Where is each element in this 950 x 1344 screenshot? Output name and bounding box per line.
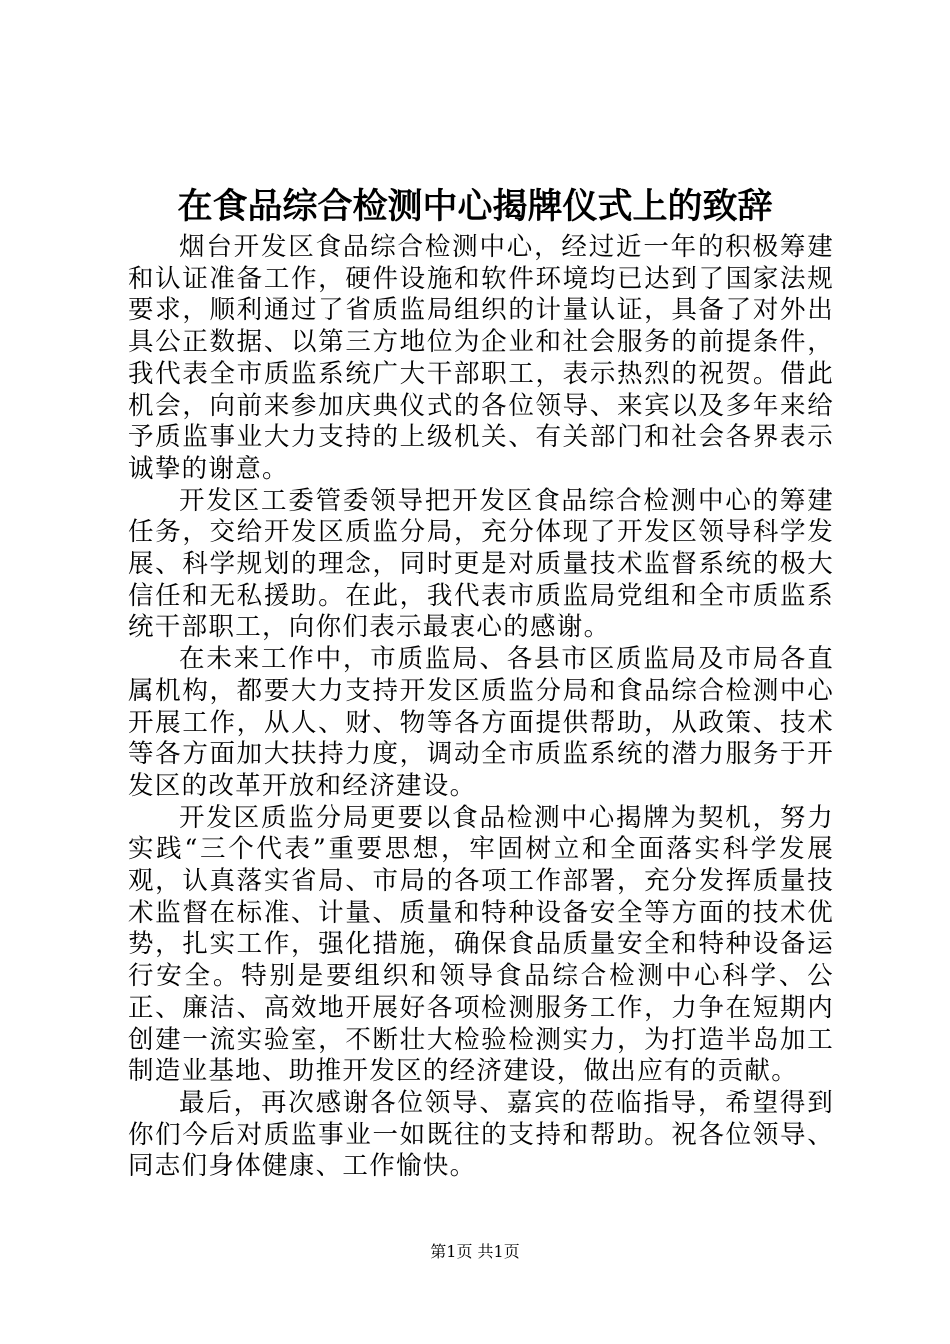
paragraph-3: 在未来工作中，市质监局、各县市区质监局及市局各直属机构，都要大力支持开发区质监分局和食品综合检测中心开展工作，从人、财、物等各方面提供帮助，从政策、技术等各方面加大扶持力度，调动全市质监系统的潜力服务于开发区的改革开放和经济建设。 xyxy=(128,644,834,801)
document-body xyxy=(128,232,834,1183)
page-footer: 第1页 共1页 xyxy=(430,1242,520,1261)
paragraph-5: 最后，再次感谢各位领导、嘉宾的莅临指导，希望得到你们今后对质监事业一如既往的支持和帮助。祝各位领导、同志们身体健康、工作愉快。 xyxy=(128,1087,834,1182)
paragraph-2: 开发区工委管委领导把开发区食品综合检测中心的筹建任务，交给开发区质监分局，充分体现了开发区领导科学发展、科学规划的理念，同时更是对质量技术监督系统的极大信任和无私援助。在此，我代表市质监局党组和全市质监系统干部职工，向你们表示最衷心的感谢。 xyxy=(128,485,834,643)
paragraph-1: 烟台开发区食品综合检测中心，经过近一年的积极筹建和认证准备工作，硬件设施和软件环境均已达到了国家法规要求，顺利通过了省质监局组织的计量认证，具备了对外出具公正数据、以第三方地位为企业和社会服务的前提条件，我代表全市质监系统广大干部职工，表示热烈的祝贺。借此机会，向前来参加庆典仪式的各位领导、来宾以及多年来给予质监事业大力支持的上级机关、有关部门和社会各界表示诚挚的谢意。 xyxy=(128,232,834,484)
paragraph-4: 开发区质监分局更要以食品检测中心揭牌为契机，努力实践“三个代表”重要思想，牢固树立和全面落实科学发展观，认真落实省局、市局的各项工作部署，充分发挥质量技术监督在标准、计量、质量和特种设备安全等方面的技术优势，扎实工作，强化措施，确保食品质量安全和特种设备运行安全。特别是要组织和领导食品综合检测中心科学、公正、廉洁、高效地开展好各项检测服务工作，力争在短期内创建一流实验室，不断壮大检验检测实力，为打造半岛加工制造业基地、助推开发区的经济建设，做出应有的贡献。 xyxy=(128,802,834,1087)
document-title: 在食品综合检测中心揭牌仪式上的致辞 xyxy=(177,186,773,227)
